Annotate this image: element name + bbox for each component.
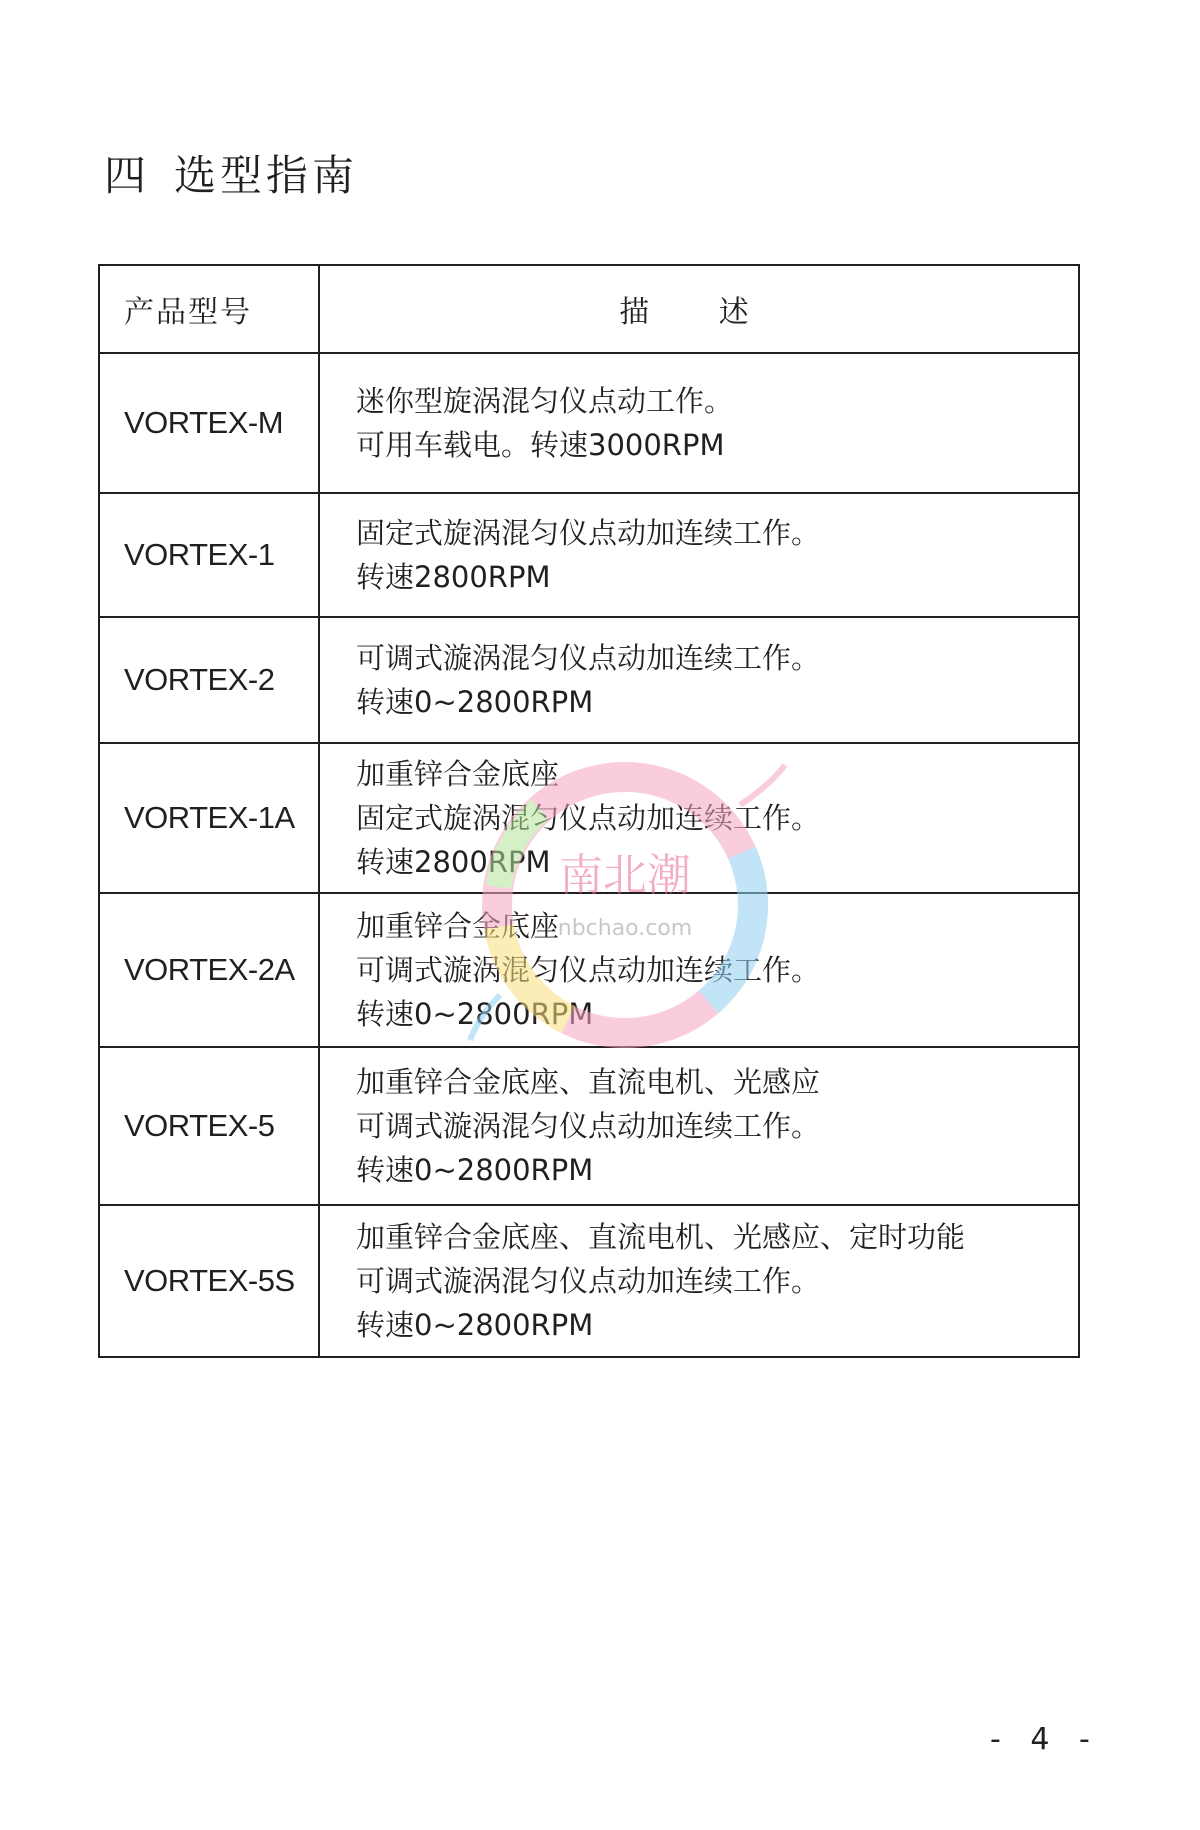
page-number: - 4 - — [990, 1722, 1100, 1757]
description-cell — [319, 617, 1079, 743]
description-line: 可调式漩涡混匀仪点动加连续工作。 — [356, 1109, 821, 1143]
model-cell: VORTEX-5 — [99, 1047, 319, 1205]
table-row — [99, 353, 1079, 493]
table-row — [99, 1205, 1079, 1357]
description-line: 可调式漩涡混匀仪点动加连续工作。 — [356, 953, 821, 987]
description-line: 转速0~2800RPM — [356, 1153, 594, 1187]
description-cell — [319, 1047, 1079, 1205]
table-row — [99, 1047, 1079, 1205]
table-row — [99, 493, 1079, 617]
description-line: 转速0~2800RPM — [356, 1308, 594, 1342]
watermark-text: 南北潮 — [559, 850, 691, 901]
description-line: 可调式漩涡混匀仪点动加连续工作。 — [356, 641, 821, 675]
model-cell: VORTEX-2 — [99, 617, 319, 743]
description-cell — [319, 353, 1079, 493]
header-model: 产品型号 — [99, 265, 319, 353]
model-cell: VORTEX-2A — [99, 893, 319, 1047]
description-line: 可用车载电。转速3000RPM — [356, 428, 725, 462]
header-description: 描 述 — [319, 265, 1079, 353]
description-line: 固定式旋涡混匀仪点动加连续工作。 — [356, 516, 821, 550]
description-line: 转速2800RPM — [356, 560, 551, 594]
table-header-row — [99, 265, 1079, 353]
table-row — [99, 617, 1079, 743]
model-cell: VORTEX-5S — [99, 1205, 319, 1357]
description-line: 加重锌合金底座、直流电机、光感应 — [356, 1065, 821, 1099]
description-cell — [319, 493, 1079, 617]
description-line: 转速2800RPM — [356, 845, 551, 879]
section-number: 四 — [104, 151, 151, 200]
model-cell: VORTEX-1 — [99, 493, 319, 617]
watermark-url: nbchao.com — [557, 916, 693, 941]
description-line: 转速0~2800RPM — [356, 997, 594, 1031]
description-line: 加重锌合金底座 — [356, 909, 560, 943]
description-line: 加重锌合金底座 — [356, 757, 560, 791]
model-cell: VORTEX-1A — [99, 743, 319, 893]
description-cell — [319, 1205, 1079, 1357]
section-title — [104, 148, 358, 204]
description-line: 加重锌合金底座、直流电机、光感应、定时功能 — [356, 1220, 966, 1254]
model-cell: VORTEX-M — [99, 353, 319, 493]
description-line: 转速0~2800RPM — [356, 685, 594, 719]
section-heading: 选型指南 — [174, 151, 359, 200]
watermark-logo — [440, 745, 810, 1065]
description-line: 迷你型旋涡混匀仪点动工作。 — [356, 384, 734, 418]
description-line: 可调式漩涡混匀仪点动加连续工作。 — [356, 1264, 821, 1298]
description-line: 固定式旋涡混匀仪点动加连续工作。 — [356, 801, 821, 835]
